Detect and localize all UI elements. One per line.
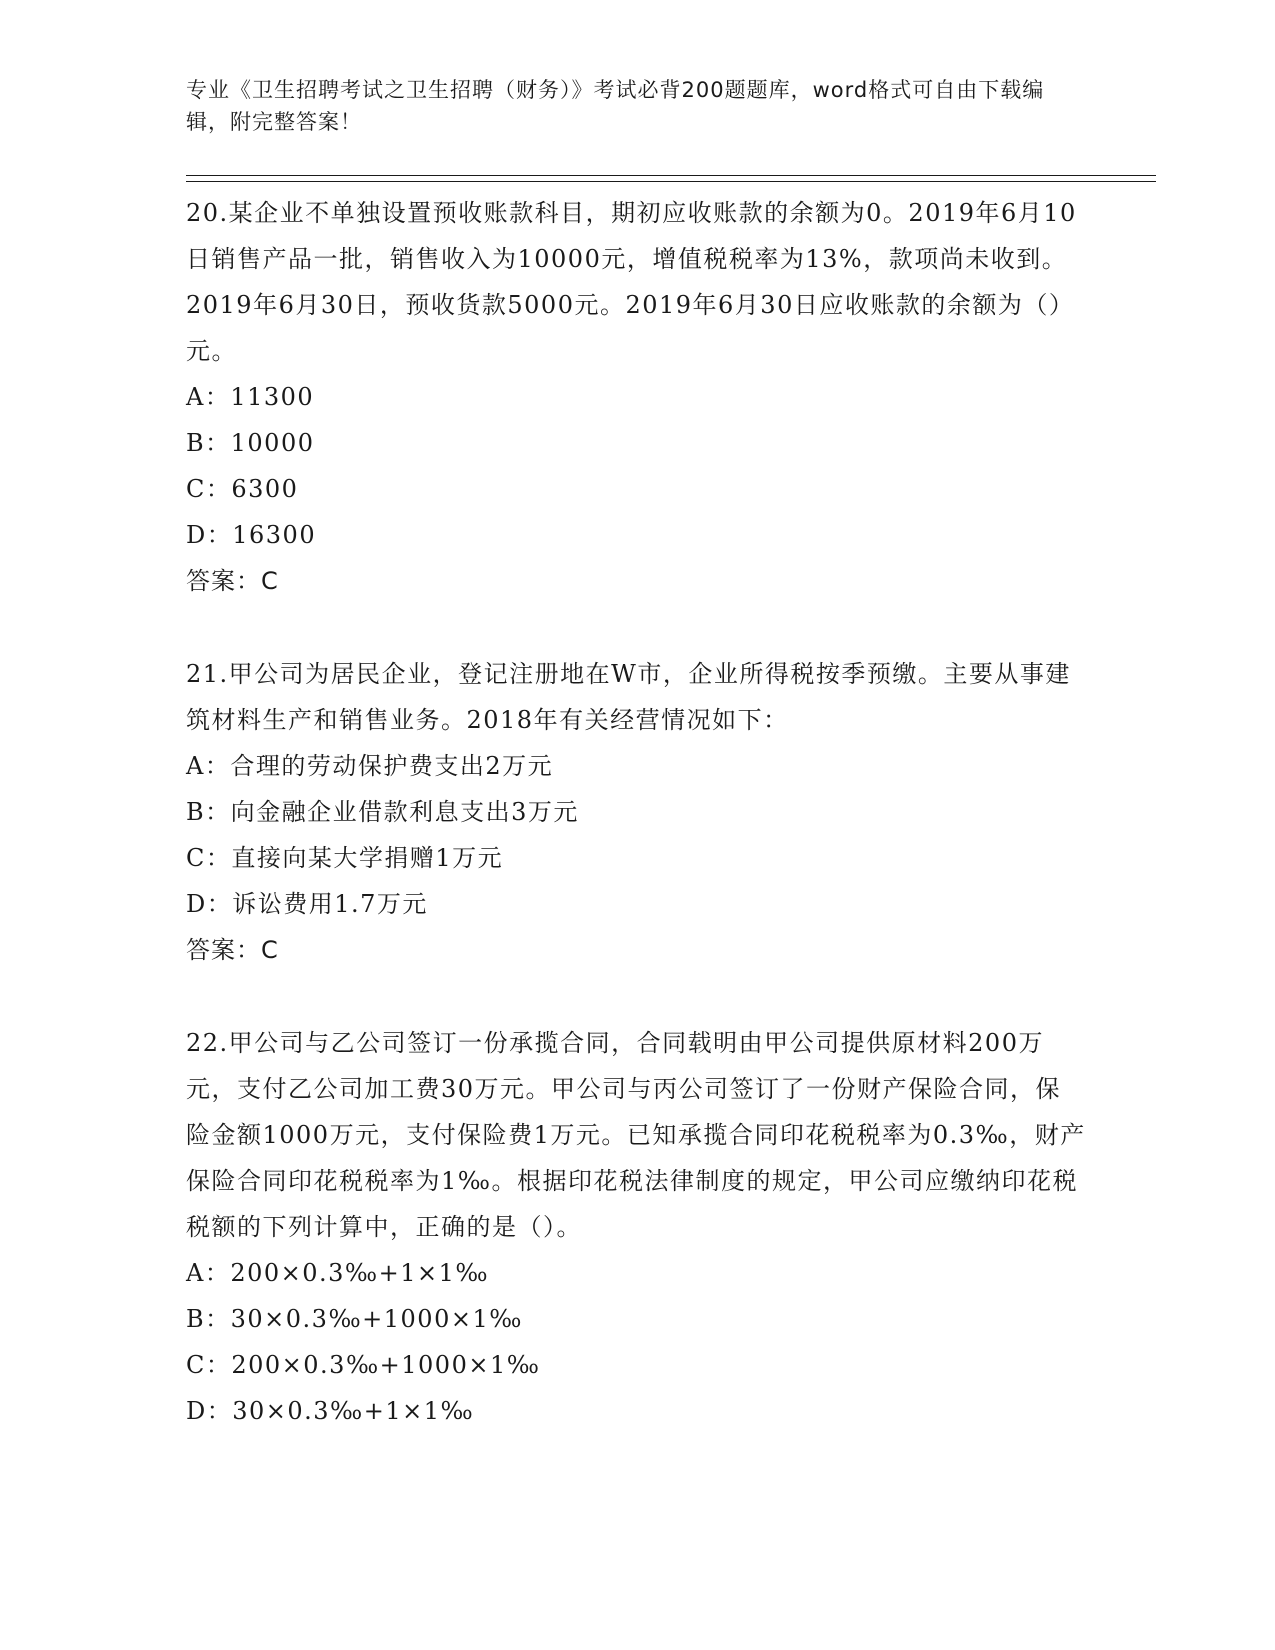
question-21 [186, 651, 1086, 973]
answer-label: 答案：C [186, 567, 279, 595]
option-c: C：直接向某大学捐赠1万元 [186, 844, 504, 872]
option-b: B：向金融企业借款利息支出3万元 [186, 798, 579, 826]
option-a: A：合理的劳动保护费支出2万元 [186, 752, 554, 780]
option-d: D：16300 [186, 521, 317, 549]
option-a: A：200×0.3‰+1×1‰ [186, 1259, 490, 1287]
question-stem: 20.某企业不单独设置预收账款科目，期初应收账款的余额为0。2019年6月10日销售产品一批，销售收入为10000元，增值税税率为13%，款项尚未收到。2019年6月30日，预收货款5000元。2019年6月30日应收账款的余额为（）元。 [186, 199, 1077, 365]
question-20 [186, 190, 1086, 604]
option-b: B：30×0.3‰+1000×1‰ [186, 1305, 523, 1333]
option-d: D：30×0.3‰+1×1‰ [186, 1397, 475, 1425]
document-header: 专业《卫生招聘考试之卫生招聘（财务）》考试必背200题题库，word格式可自由下载编辑，附完整答案！ [186, 78, 1045, 134]
option-c: C：6300 [186, 475, 299, 503]
option-a: A：11300 [186, 383, 315, 411]
option-b: B：10000 [186, 429, 315, 457]
question-22 [186, 1020, 1086, 1434]
answer-label: 答案：C [186, 936, 279, 964]
header-divider-bottom [186, 181, 1156, 182]
question-stem: 21.甲公司为居民企业，登记注册地在W市，企业所得税按季预缴。主要从事建筑材料生产和销售业务。2018年有关经营情况如下： [186, 660, 1071, 734]
option-d: D：诉讼费用1.7万元 [186, 890, 428, 918]
question-stem: 22.甲公司与乙公司签订一份承揽合同，合同载明由甲公司提供原材料200万元，支付乙公司加工费30万元。甲公司与丙公司签订了一份财产保险合同，保险金额1000万元，支付保险费1万元。已知承揽合同印花税税率为0.3‰，财产保险合同印花税税率为1‰。根据印花税法律制度的规定，甲公司应缴纳印花税税额的下列计算中，正确的是（）。 [186, 1029, 1086, 1241]
header-divider-top [186, 175, 1156, 176]
question-list [186, 190, 1086, 1481]
option-c: C：200×0.3‰+1000×1‰ [186, 1351, 541, 1379]
